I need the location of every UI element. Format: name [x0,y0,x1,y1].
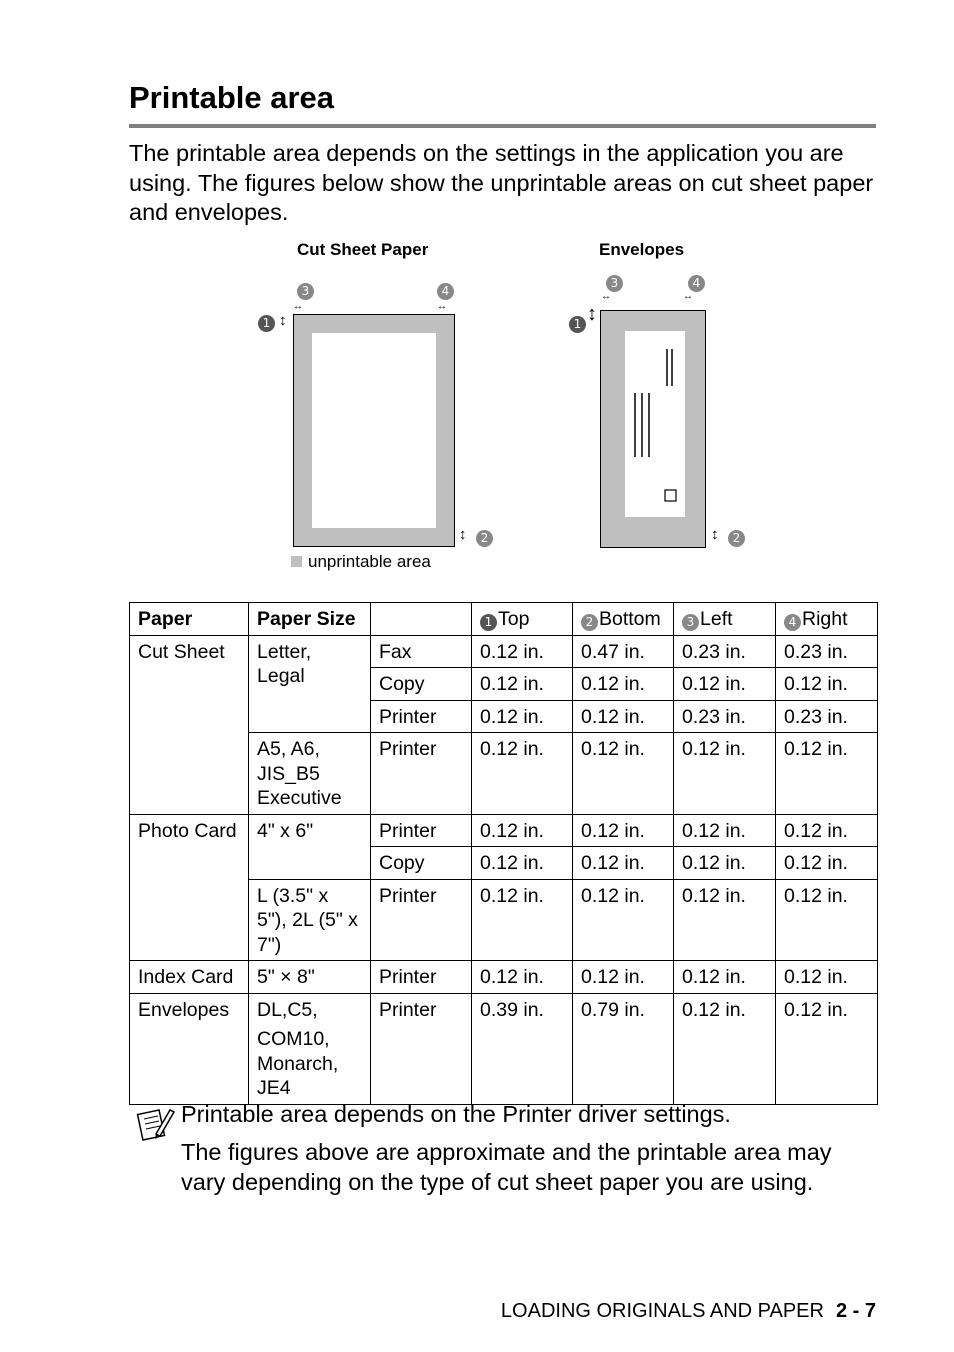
cell-top: 0.12 in. [472,733,573,815]
marker-right-icon: 4 [437,283,454,300]
header-top [472,603,573,636]
cell-top: 0.12 in. [472,668,573,701]
page-footer [501,1300,876,1323]
table-row [130,993,878,1104]
cell-top: 0.12 in. [472,847,573,880]
top-marker-icon: 1 [480,614,497,631]
env-marker-right-icon: 4 [688,275,705,292]
env-marker-top-icon: 1 [569,316,586,333]
cell-left: 0.12 in. [674,733,776,815]
bottom-marker-icon: 2 [581,614,598,631]
top-margin-arrow-icon: ↕ [279,312,287,329]
env-left-arrow-icon: ↔ [601,291,611,302]
header-left [674,603,776,636]
cell-size-line2: COM10, Monarch, JE4 [257,1028,339,1099]
legend [291,552,431,572]
marker-bottom-icon: 2 [476,530,493,547]
cut-sheet-diagram [293,314,455,547]
cell-size-line1: DL,C5, [257,998,318,1021]
table-row [130,635,878,668]
right-marker-icon: 4 [784,614,801,631]
cell-bottom: 0.12 in. [573,668,674,701]
cell-left: 0.12 in. [674,847,776,880]
cell-right: 0.12 in. [776,961,878,994]
cell-right: 0.12 in. [776,993,878,1104]
cell-bottom: 0.79 in. [573,993,674,1104]
cell-top: 0.12 in. [472,961,573,994]
cell-left: 0.23 in. [674,700,776,733]
cell-bottom: 0.12 in. [573,961,674,994]
note-text-1: Printable area depends on the Printer driver settings. [181,1101,731,1127]
env-marker-bottom-icon: 2 [728,530,745,547]
cell-mode: Printer [371,700,472,733]
cell-mode: Copy [371,668,472,701]
cell-paper: Cut Sheet [130,635,249,814]
cell-mode: Fax [371,635,472,668]
cell-mode: Printer [371,879,472,961]
right-margin-arrow-icon: ↔ [437,301,447,312]
title-rule [129,124,876,128]
cell-right: 0.12 in. [776,879,878,961]
cell-top: 0.12 in. [472,700,573,733]
left-margin-arrow-icon: ↔ [293,301,303,312]
unprintable-swatch-icon [291,556,302,567]
page-title: Printable area [129,80,335,115]
cell-mode: Printer [371,733,472,815]
cell-bottom: 0.12 in. [573,700,674,733]
cell-paper: Envelopes [130,993,249,1104]
cell-size: A5, A6, JIS_B5 Executive [249,733,371,815]
cell-left: 0.12 in. [674,814,776,847]
cell-bottom: 0.47 in. [573,635,674,668]
page-number: 2 - 7 [835,1300,876,1322]
header-paper-size: Paper Size [249,603,371,636]
marker-top-icon: 1 [258,315,275,332]
envelopes-title: Envelopes [599,240,685,259]
cell-right: 0.12 in. [776,668,878,701]
envelope-printable-region [625,331,685,517]
cell-top: 0.39 in. [472,993,573,1104]
cell-mode: Printer [371,961,472,994]
cell-left: 0.23 in. [674,635,776,668]
cell-top: 0.12 in. [472,879,573,961]
cell-top: 0.12 in. [472,814,573,847]
cell-mode: Printer [371,993,472,1104]
cell-left: 0.12 in. [674,993,776,1104]
cell-paper: Index Card [130,961,249,994]
header-mode [371,603,472,636]
left-marker-icon: 3 [682,614,699,631]
cell-size: 4" x 6" [249,814,371,879]
cell-left: 0.12 in. [674,961,776,994]
env-bottom-arrow-icon: ↕ [711,526,719,543]
header-left-label: Left [700,608,733,630]
header-bottom-label: Bottom [599,608,661,630]
cell-mode: Printer [371,814,472,847]
env-marker-left-icon: 3 [606,275,623,292]
cell-right: 0.23 in. [776,700,878,733]
cut-sheet-title: Cut Sheet Paper [297,240,429,259]
header-bottom [573,603,674,636]
footer-section: LOADING ORIGINALS AND PAPER [500,1300,824,1322]
note-text-2: The figures above are approximate and the printable area may vary depending on the type of cut sheet paper you are using. [181,1139,832,1195]
cell-size [249,993,371,1104]
envelope-diagram [600,310,706,548]
cell-left: 0.12 in. [674,879,776,961]
table-row [130,961,878,994]
header-top-label: Top [498,608,530,630]
cell-bottom: 0.12 in. [573,847,674,880]
note-pencil-icon [136,1104,176,1149]
marker-left-icon: 3 [297,283,314,300]
cell-size: 5" × 8" [249,961,371,994]
env-right-arrow-icon: ↔ [683,291,693,302]
cell-left: 0.12 in. [674,668,776,701]
legend-label: unprintable area [308,552,431,571]
cell-bottom: 0.12 in. [573,814,674,847]
cell-bottom: 0.12 in. [573,733,674,815]
env-top-arrow-icon: ↕ [587,303,597,325]
cell-mode: Copy [371,847,472,880]
header-right-label: Right [802,608,848,630]
printable-region [312,333,436,528]
cell-paper: Photo Card [130,814,249,961]
table-header-row [130,603,878,636]
table-row [130,814,878,847]
cell-right: 0.12 in. [776,814,878,847]
cell-size: L (3.5" x 5"), 2L (5" x 7") [249,879,371,961]
margins-table [129,602,878,1105]
intro-paragraph: The printable area depends on the settings in the application you are using. The figures below show the unprintable areas on cut sheet paper and envelopes. [129,140,874,225]
cell-right: 0.23 in. [776,635,878,668]
cell-top: 0.12 in. [472,635,573,668]
header-paper: Paper [130,603,249,636]
bottom-margin-arrow-icon: ↕ [459,526,467,543]
header-right [776,603,878,636]
cell-right: 0.12 in. [776,733,878,815]
cell-size: Letter, Legal [249,635,371,733]
envelope-lines-icon [625,331,685,517]
cell-right: 0.12 in. [776,847,878,880]
cell-bottom: 0.12 in. [573,879,674,961]
